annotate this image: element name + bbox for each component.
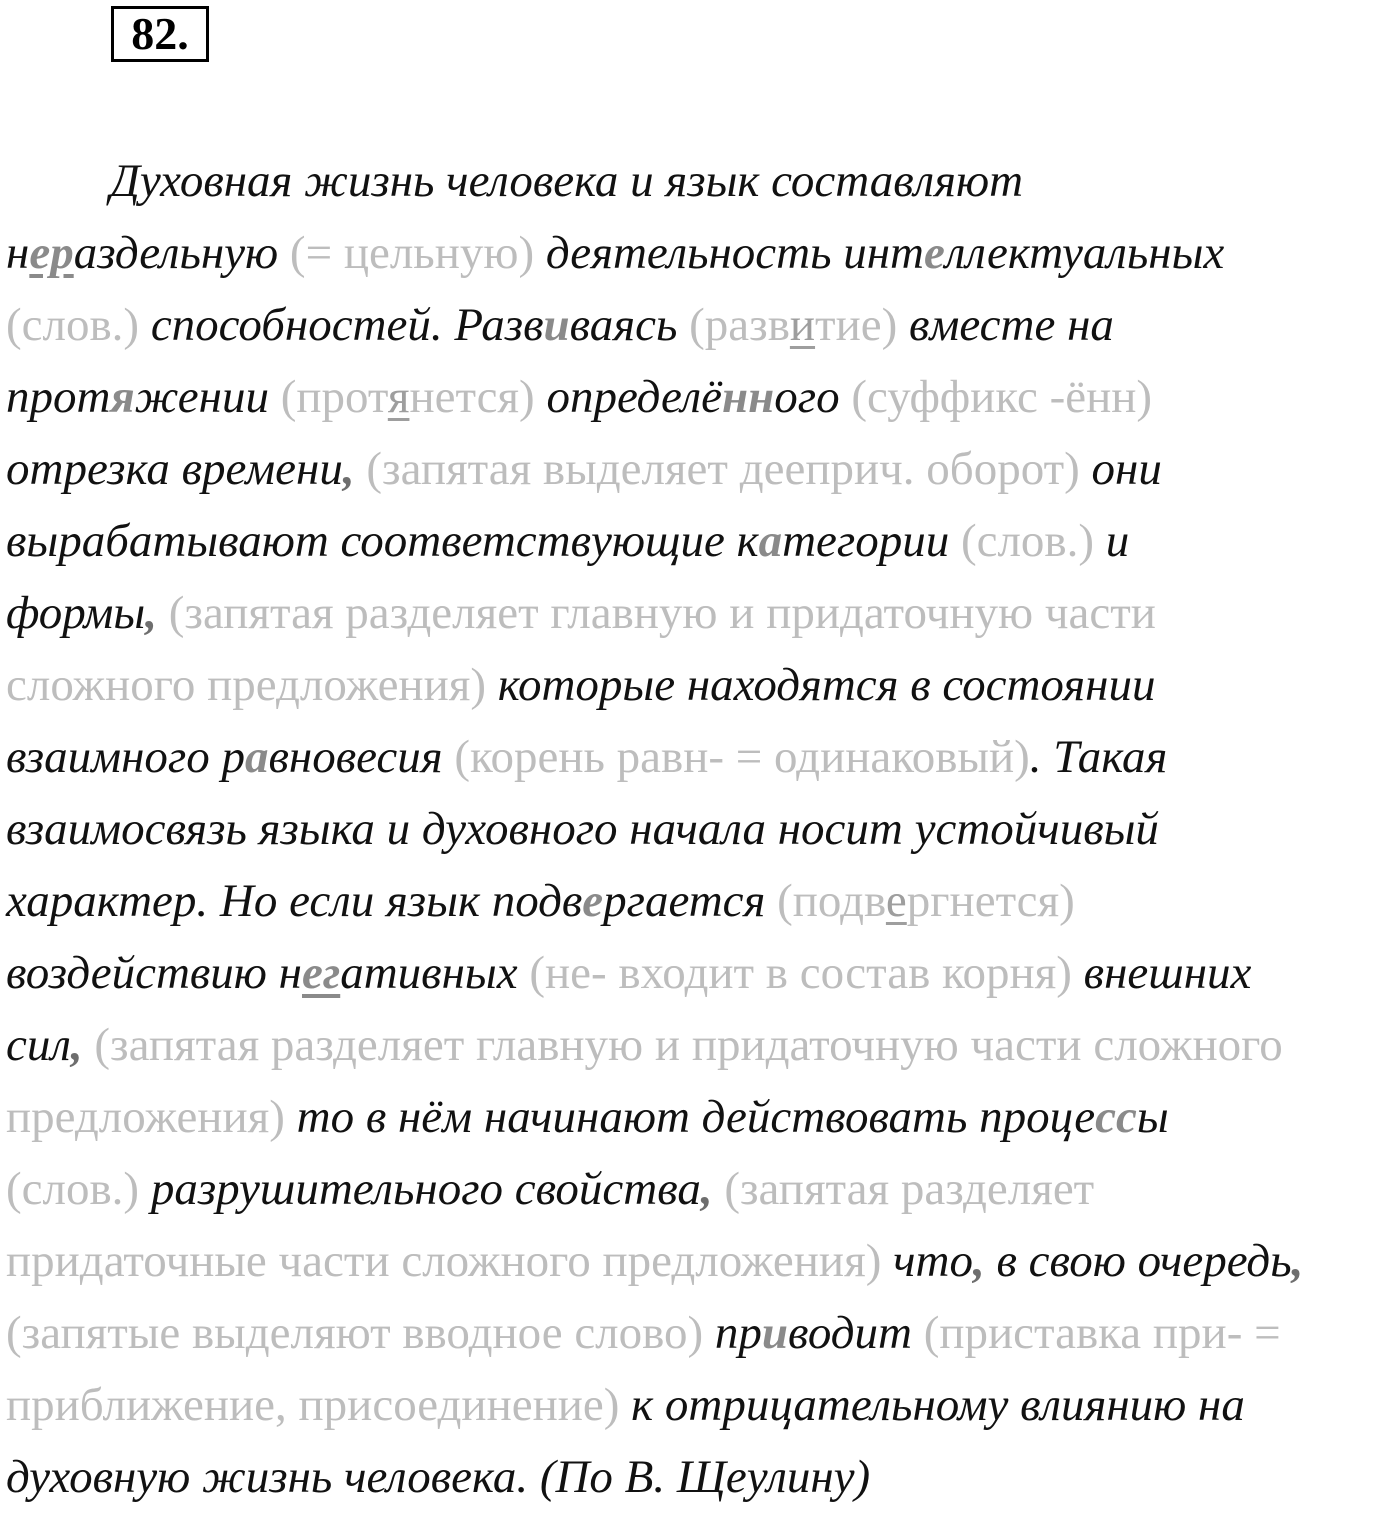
main-text: ллектуальных xyxy=(944,227,1225,279)
comment-text: тие) xyxy=(815,299,898,351)
exercise-number: 82. xyxy=(111,6,209,62)
main-text: водит xyxy=(788,1307,924,1359)
highlighted-letter: е xyxy=(924,227,945,279)
punctuation-mark: , xyxy=(700,1163,713,1215)
main-text: формы xyxy=(6,587,146,639)
comment-text: (разв xyxy=(689,299,790,351)
comment-text: (запятая разделяет xyxy=(712,1163,1095,1215)
comment-text: (суффикс -ённ) xyxy=(851,371,1153,423)
comment-text: (слов.) xyxy=(960,515,1095,567)
punctuation-mark: , xyxy=(70,1019,83,1071)
main-text: воздействию н xyxy=(6,947,302,999)
highlighted-underlined-letter: ер xyxy=(29,227,74,279)
main-text: ого xyxy=(774,371,852,423)
comment-text: (слов.) xyxy=(6,299,140,351)
comment-underlined-letter: и xyxy=(789,299,816,351)
comment-text: (корень равн- = одинаковый) xyxy=(454,731,1030,783)
comment-underlined-letter: я xyxy=(387,371,410,423)
main-text: и xyxy=(1094,515,1130,567)
highlighted-underlined-letter: ег xyxy=(302,947,341,999)
punctuation-mark: , xyxy=(1291,1235,1304,1287)
main-text: которые находятся в состоянии xyxy=(486,659,1156,711)
text-line xyxy=(6,721,1400,793)
main-text: прот xyxy=(6,371,111,423)
main-text: отрезка времени xyxy=(6,443,343,495)
highlighted-letter: а xyxy=(758,515,783,567)
text-line xyxy=(6,1081,1400,1153)
main-text: в свою очередь xyxy=(984,1235,1292,1287)
text-line xyxy=(6,361,1400,433)
punctuation-mark: , xyxy=(342,443,355,495)
main-text: к отрицательному влиянию на xyxy=(619,1379,1245,1431)
main-text: ативных xyxy=(340,947,530,999)
highlighted-letter: и xyxy=(543,299,570,351)
text-line xyxy=(6,937,1400,1009)
punctuation-mark: , xyxy=(145,587,157,639)
main-text: определё xyxy=(534,371,723,423)
exercise-text xyxy=(6,145,1400,1513)
highlighted-letter: е xyxy=(582,875,604,927)
comment-text: (= цельную) xyxy=(289,227,535,279)
comment-text: (запятая разделяет главную и придаточную части xyxy=(156,587,1156,639)
main-text: Духовная жизнь человека и язык составляют xyxy=(110,155,1024,207)
main-text: они xyxy=(1079,443,1162,495)
main-text: аздельную xyxy=(73,227,290,279)
main-text: вновесия xyxy=(268,731,455,783)
main-text: ргается xyxy=(603,875,778,927)
text-line xyxy=(6,1153,1400,1225)
text-line xyxy=(6,793,1400,865)
main-text: что xyxy=(881,1235,973,1287)
comment-text: (подв xyxy=(777,875,886,927)
comment-text: (приставка при- = xyxy=(923,1307,1281,1359)
comment-text: (запятые выделяют вводное слово) xyxy=(6,1307,704,1359)
text-line xyxy=(6,1297,1400,1369)
main-text: . Такая xyxy=(1029,731,1168,783)
text-line xyxy=(6,1225,1400,1297)
comment-text: (запятая разделяет главную и придаточную части сложного xyxy=(82,1019,1283,1071)
text-line xyxy=(6,649,1400,721)
comment-text: (слов.) xyxy=(6,1163,140,1215)
highlighted-letter: сс xyxy=(1095,1091,1137,1143)
comment-text: сложного предложения) xyxy=(6,659,487,711)
highlighted-letter: я xyxy=(110,371,135,423)
comment-text: (прот xyxy=(280,371,388,423)
main-text: разрушительного свойства xyxy=(139,1163,701,1215)
text-line xyxy=(6,865,1400,937)
text-line xyxy=(6,145,1400,217)
main-text: то в нём начинают действовать проце xyxy=(284,1091,1096,1143)
main-text: жении xyxy=(134,371,281,423)
text-line xyxy=(6,1369,1400,1441)
main-text: пр xyxy=(703,1307,762,1359)
main-text: н xyxy=(6,227,30,279)
main-text: взаимного р xyxy=(6,731,246,783)
punctuation-mark: , xyxy=(972,1235,985,1287)
text-line xyxy=(6,505,1400,577)
text-line xyxy=(6,577,1400,649)
main-text: характер. Но если язык подв xyxy=(6,875,583,927)
main-text: способностей. Разв xyxy=(139,299,544,351)
main-text: вместе на xyxy=(897,299,1114,351)
comment-text: (запятая выделяет дееприч. оборот) xyxy=(354,443,1080,495)
main-text: вырабатывают соответствующие к xyxy=(6,515,759,567)
main-text: сил xyxy=(6,1019,71,1071)
main-text: духовную жизнь человека. (По В. Щеулину) xyxy=(6,1451,871,1503)
highlighted-letter: и xyxy=(761,1307,789,1359)
main-text: взаимосвязь языка и духовного начала носит устойчивый xyxy=(6,803,1159,855)
text-line xyxy=(6,433,1400,505)
main-text: тегории xyxy=(782,515,961,567)
highlighted-letter: а xyxy=(245,731,269,783)
comment-text: ргнется) xyxy=(906,875,1075,927)
main-text: деятельность инт xyxy=(534,227,924,279)
text-line xyxy=(6,217,1400,289)
comment-text: нется) xyxy=(409,371,535,423)
comment-text: предложения) xyxy=(6,1091,285,1143)
main-text: ваясь xyxy=(569,299,690,351)
main-text: внешних xyxy=(1071,947,1252,999)
comment-underlined-letter: е xyxy=(885,875,907,927)
comment-text: (не- входит в состав корня) xyxy=(529,947,1072,999)
text-line xyxy=(6,1441,1400,1513)
comment-text: приближение, присоединение) xyxy=(6,1379,620,1431)
text-line xyxy=(6,1009,1400,1081)
main-text: ы xyxy=(1136,1091,1169,1143)
text-line xyxy=(6,289,1400,361)
comment-text: придаточные части сложного предложения) xyxy=(6,1235,882,1287)
highlighted-letter: нн xyxy=(722,371,775,423)
